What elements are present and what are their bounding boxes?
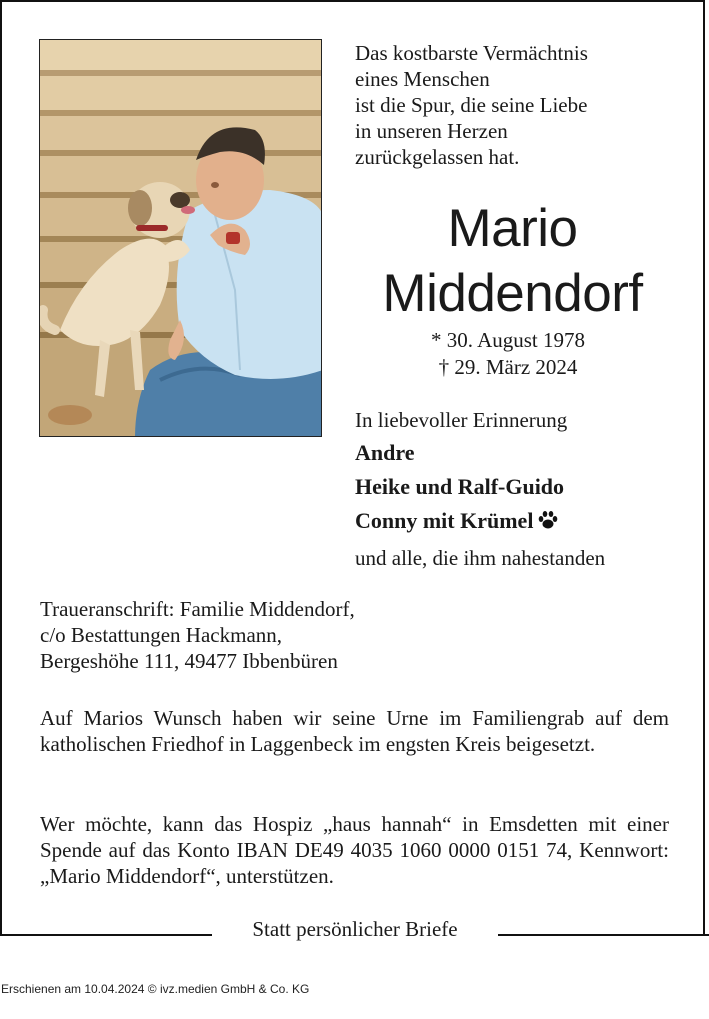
mourner-name: Heike und Ralf-Guido [355, 474, 565, 499]
publication-imprint: Erschienen am 10.04.2024 © ivz.medien GmbH & Co. KG [1, 982, 310, 996]
birth-date: * 30. August 1978 [430, 328, 585, 352]
donation-notice: Wer möchte, kann das Hospiz „haus hannah“ in Emsdetten mit einer Spende auf das Konto IBAN DE49 4035 1060 0000 0151 74, Kennwort: „Mario Middendorf“, unterstützen. [40, 812, 669, 888]
address-line: c/o Bestattungen Hackmann, [40, 623, 283, 647]
quote-line: in unseren Herzen [355, 119, 508, 143]
quote-line: eines Menschen [355, 67, 490, 91]
mourning-address [40, 596, 355, 674]
quote-line: Das kostbarste Vermächtnis [355, 41, 588, 65]
memorial-photo [39, 39, 322, 437]
deceased-last-name: Middendorf [382, 264, 643, 323]
mourner-name: Conny mit Krümel [355, 508, 534, 533]
address-line: Traueranschrift: Familie Middendorf, [40, 597, 355, 621]
memorial-quote [355, 40, 685, 170]
divider [498, 934, 709, 936]
mourners-closing: und alle, die ihm nahestanden [355, 546, 606, 570]
paw-print-icon [537, 509, 559, 531]
address-line: Bergeshöhe 111, 49477 Ibbenbüren [40, 649, 338, 673]
divider [0, 934, 212, 936]
memory-intro: In liebevoller Erinnerung [355, 408, 568, 432]
quote-line: zurückgelassen hat. [355, 145, 520, 169]
quote-line: ist die Spur, die seine Liebe [355, 93, 588, 117]
mourner-name: Andre [355, 440, 415, 465]
deceased-first-name: Mario [447, 199, 578, 258]
burial-notice: Auf Marios Wunsch haben wir seine Urne im Familiengrab auf dem katholischen Friedhof in Laggenbeck im engsten Kreis beigesetzt. [40, 706, 669, 756]
footer-note: Statt persönlicher Briefe [252, 917, 458, 941]
death-date: † 29. März 2024 [438, 355, 578, 379]
mourner-name-with-pet [355, 506, 559, 536]
